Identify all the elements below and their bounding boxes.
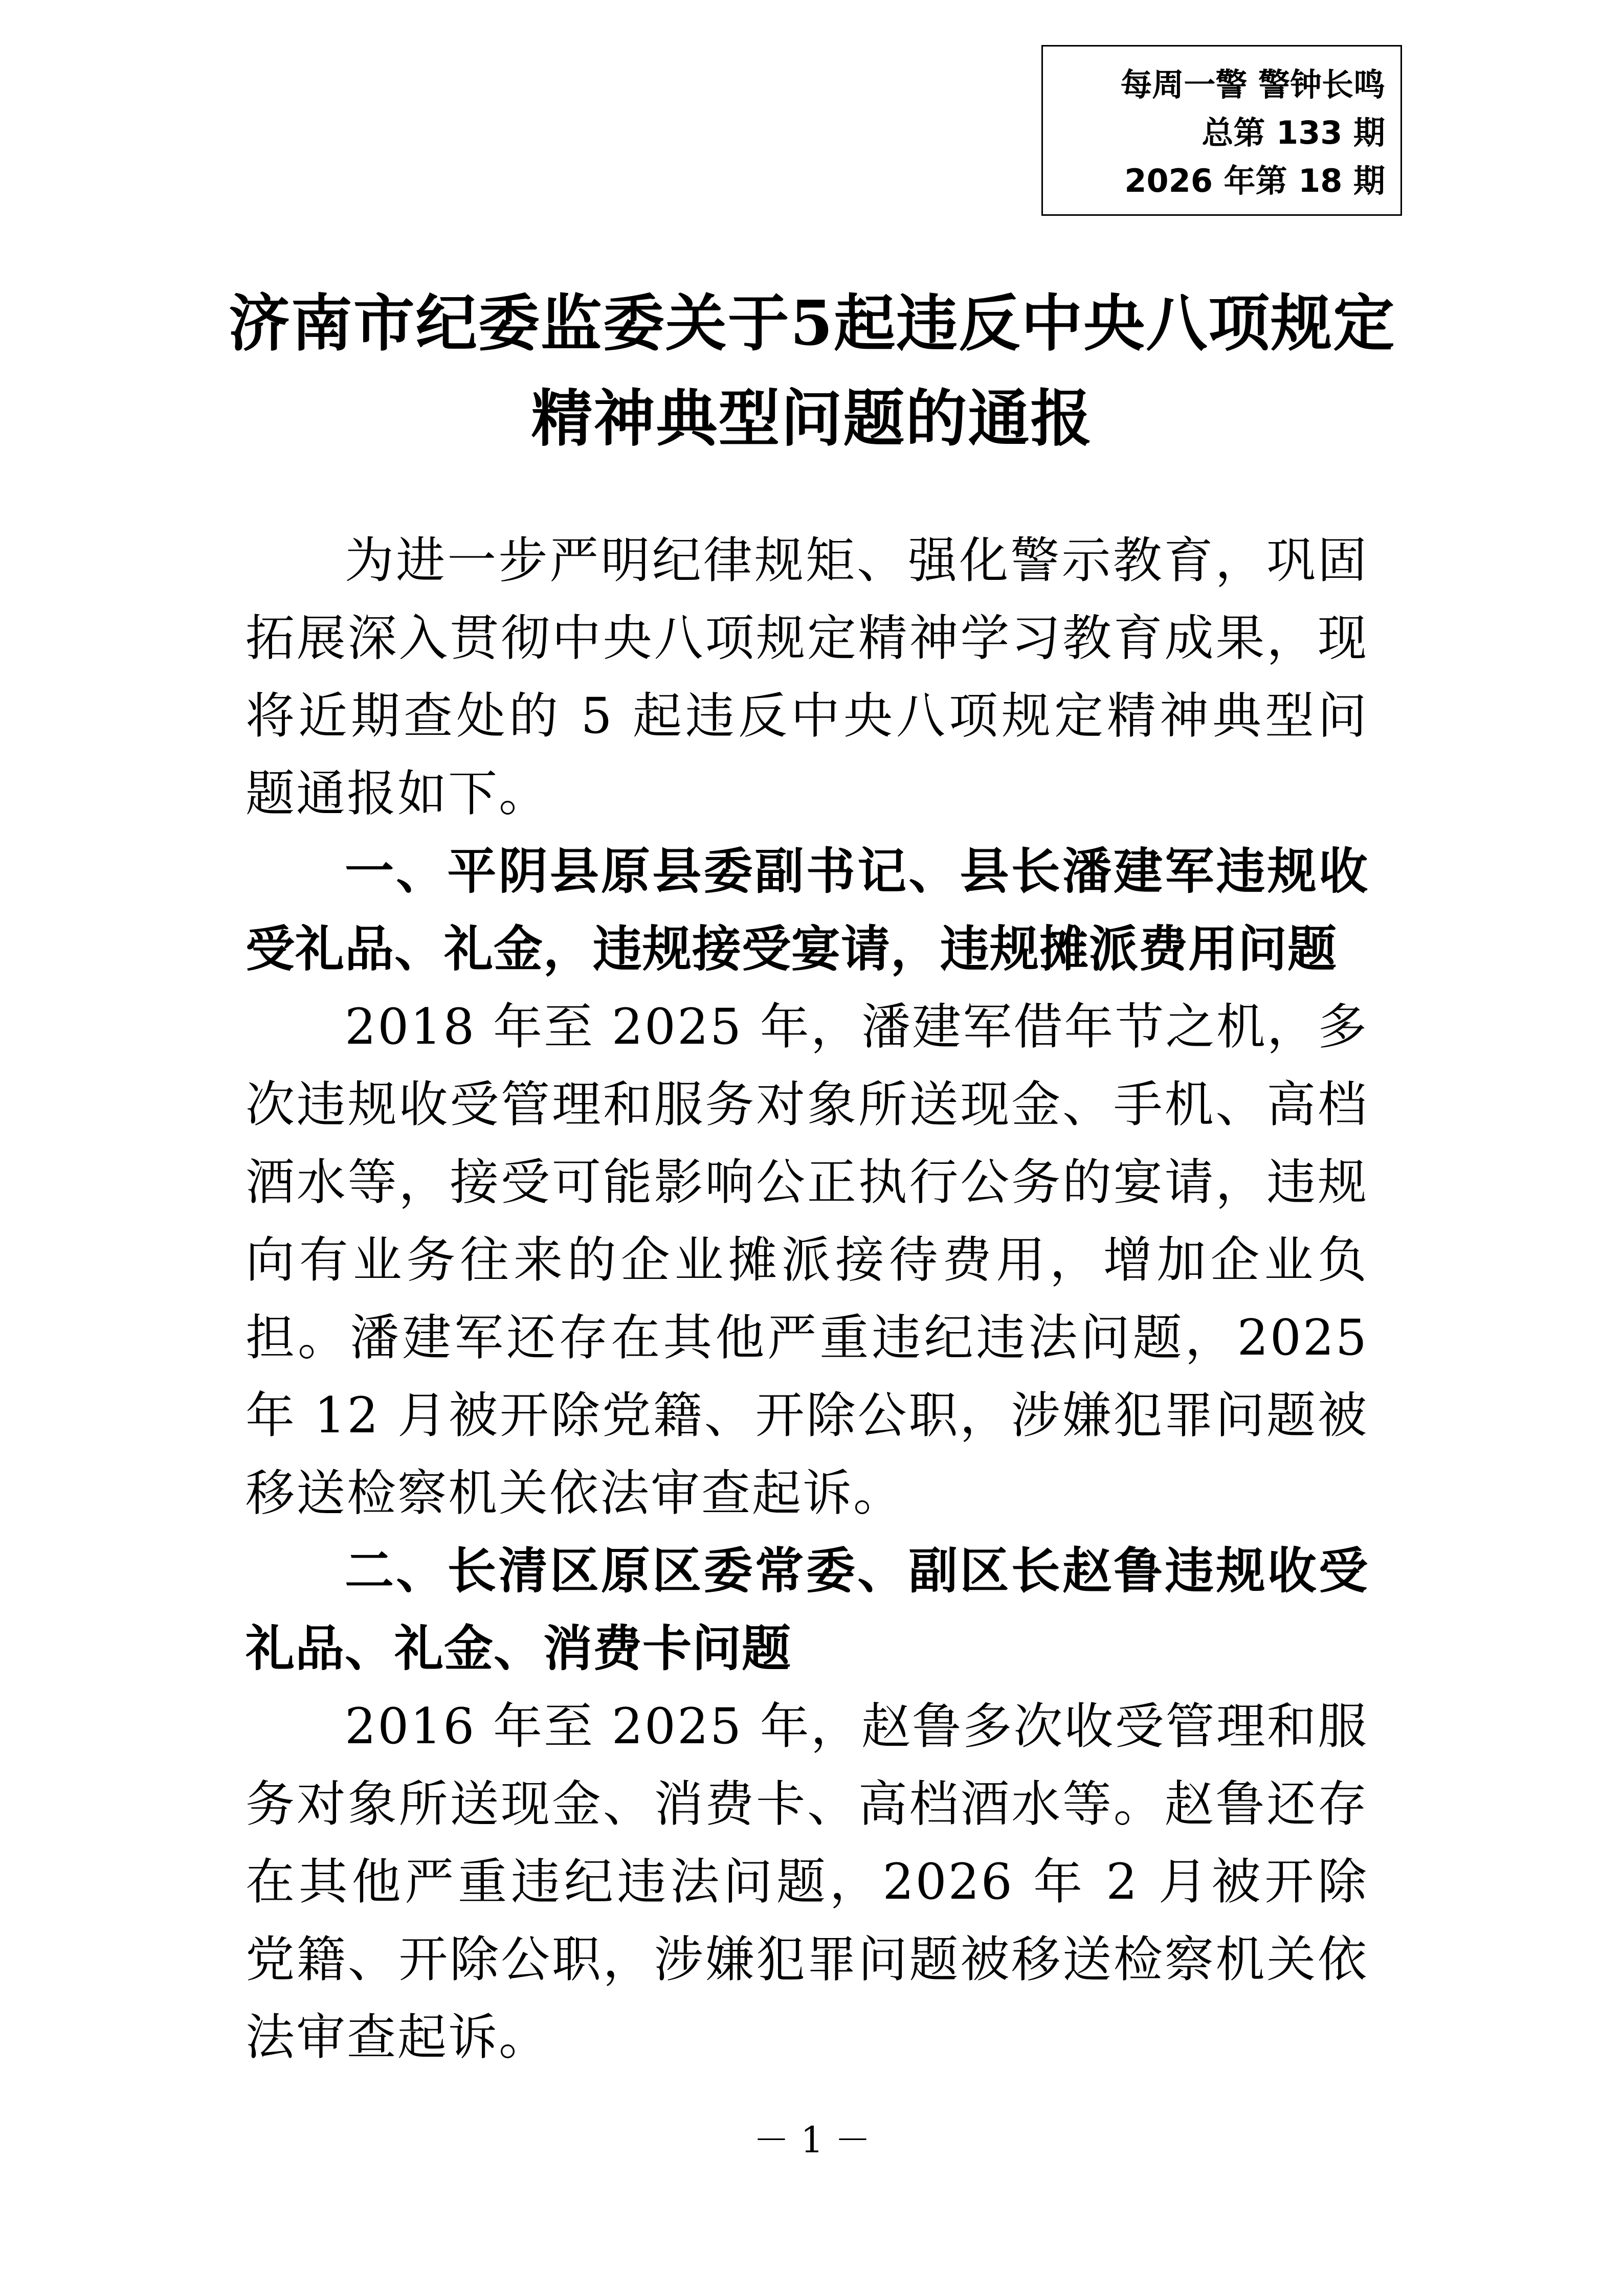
- section-text-1: 2018 年至 2025 年，潘建军借年节之机，多次违规收受管理和服务对象所送现金、手机、高档酒水等，接受可能影响公正执行公务的宴请，违规向有业务往来的企业摊派接待费用，增加企业负担。潘建军还存在其他严重违纪违法问题，2025 年 12 月被开除党籍、开除公职，涉嫌犯罪问题被移送检察机关依法审查起诉。: [246, 998, 1368, 1522]
- issue-info-box: [1041, 45, 1402, 216]
- section-text-2: 2016 年至 2025 年，赵鲁多次收受管理和服务对象所送现金、消费卡、高档酒水等。赵鲁还存在其他严重违纪违法问题，2026 年 2 月被开除党籍、开除公职，涉嫌犯罪问题被移送检察机关依法审查起诉。: [246, 1698, 1368, 2066]
- section-heading-2: 二、长清区原区委常委、副区长赵鲁违规收受礼品、礼金、消费卡问题: [246, 1542, 1368, 1677]
- page-number: － 1 －: [753, 2119, 871, 2161]
- issue-total-number: 总第 133 期: [1202, 114, 1385, 151]
- section-heading-1: 一、平阴县原县委副书记、县长潘建军违规收受礼品、礼金，违规接受宴请，违规摊派费用问题: [246, 843, 1368, 978]
- title-line-1: 济南市纪委监委关于5起违反中央八项规定: [228, 287, 1396, 359]
- intro-paragraph: 为进一步严明纪律规矩、强化警示教育，巩固拓展深入贯彻中央八项规定精神学习教育成果，现将近期查处的 5 起违反中央八项规定精神典型问题通报如下。: [246, 532, 1368, 822]
- title-line-2: 精神典型问题的通报: [531, 382, 1093, 455]
- issue-slogan: 每周一警 警钟长鸣: [1120, 66, 1385, 103]
- issue-year-number: 2026 年第 18 期: [1124, 162, 1385, 199]
- document-title: [153, 276, 1471, 466]
- document-body: [246, 522, 1368, 2076]
